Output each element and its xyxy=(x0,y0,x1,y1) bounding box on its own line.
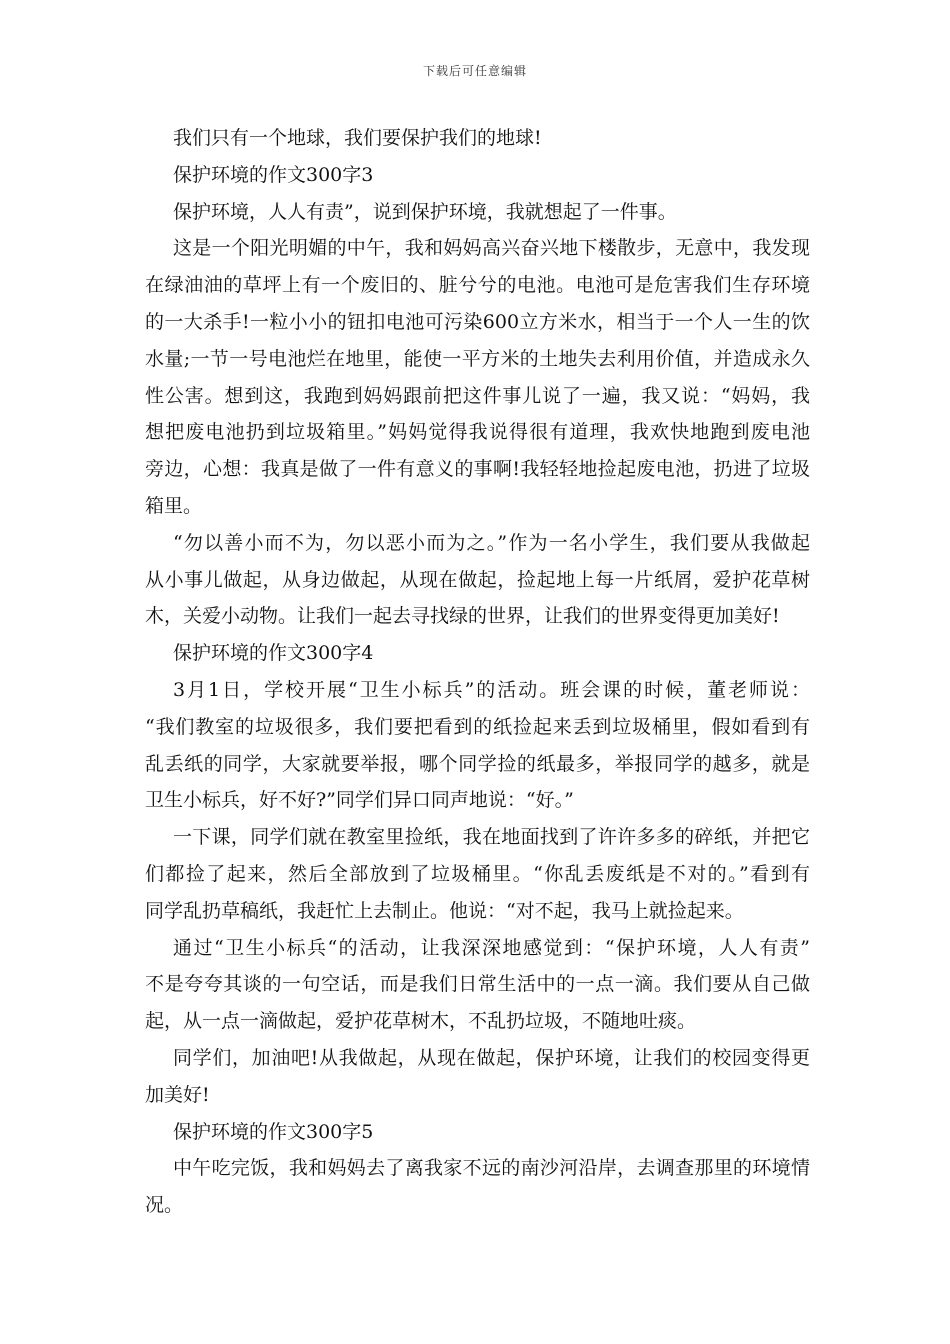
paragraph-line: 木，关爱小动物。让我们一起去寻找绿的世界，让我们的世界变得更加美好! xyxy=(145,605,780,628)
paragraph-line: “勿以善小而不为，勿以恶小而为之。”作为一名小学生，我们要从我做起 xyxy=(173,531,810,554)
paragraph-line: 乱丢纸的同学，大家就要举报，哪个同学捡的纸最多，举报同学的越多，就是 xyxy=(145,752,810,775)
paragraph-line: 卫生小标兵，好不好?”同学们异口同声地说：“好。” xyxy=(145,789,574,812)
paragraph-line: 保护环境，人人有责”，说到保护环境，我就想起了一件事。 xyxy=(173,200,677,223)
section-heading: 保护环境的作文300字3 xyxy=(173,163,374,186)
paragraph-line: 况。 xyxy=(145,1194,184,1217)
paragraph-line: 加美好! xyxy=(145,1083,210,1106)
paragraph-line: 从小事儿做起，从身边做起，从现在做起，捡起地上每一片纸屑，爱护花草树 xyxy=(145,568,810,591)
paragraph-line: 箱里。 xyxy=(145,494,203,517)
document-body xyxy=(145,120,810,1224)
paragraph-line: 同学乱扔草稿纸，我赶忙上去制止。他说：“对不起，我马上就捡起来。 xyxy=(145,899,744,922)
paragraph-line: 在绿油油的草坪上有一个废旧的、脏兮兮的电池。电池可是危害我们生存环境 xyxy=(145,274,810,297)
paragraph-line: 同学们，加油吧!从我做起，从现在做起，保护环境，让我们的校园变得更 xyxy=(173,1046,810,1069)
paragraph-line: 水量;一节一号电池烂在地里，能使一平方米的土地失去利用价值，并造成永久 xyxy=(145,347,810,370)
paragraph-line: 这是一个阳光明媚的中午，我和妈妈高兴奋兴地下楼散步，无意中，我发现 xyxy=(173,237,810,260)
paragraph-line: 通过“卫生小标兵“的活动，让我深深地感觉到：“保护环境，人人有责” xyxy=(173,936,810,959)
paragraph-line: 起，从一点一滴做起，爱护花草树木，不乱扔垃圾，不随地吐痰。 xyxy=(145,1010,697,1033)
paragraph-line: “我们教室的垃圾很多，我们要把看到的纸捡起来丢到垃圾桶里，假如看到有 xyxy=(145,715,810,738)
paragraph-line: 中午吃完饭，我和妈妈去了离我家不远的南沙河沿岸，去调查那里的环境情 xyxy=(173,1157,810,1180)
paragraph-line: 不是夸夸其谈的一句空话，而是我们日常生活中的一点一滴。我们要从自己做 xyxy=(145,973,810,996)
page-header: 下载后可任意编辑 xyxy=(422,64,527,78)
paragraph-line: 我们只有一个地球，我们要保护我们的地球! xyxy=(173,127,542,149)
paragraph-line: 一下课，同学们就在教室里捡纸，我在地面找到了许许多多的碎纸，并把它 xyxy=(173,826,810,849)
paragraph-line: 的一大杀手!一粒小小的钮扣电池可污染600立方米水，相当于一个人一生的饮 xyxy=(145,310,810,333)
paragraph-line: 们都捡了起来，然后全部放到了垃圾桶里。“你乱丢废纸是不对的。”看到有 xyxy=(145,862,810,885)
paragraph-line: 想把废电池扔到垃圾箱里。”妈妈觉得我说得很有道理，我欢快地跑到废电池 xyxy=(145,421,810,444)
section-heading: 保护环境的作文300字4 xyxy=(173,642,374,665)
paragraph-line: 3月1日，学校开展“卫生小标兵”的活动。班会课的时候，董老师说： xyxy=(173,678,810,701)
paragraph-line: 旁边，心想：我真是做了一件有意义的事啊!我轻轻地捡起废电池，扔进了垃圾 xyxy=(145,458,810,481)
paragraph-line: 性公害。想到这，我跑到妈妈跟前把这件事儿说了一遍，我又说：“妈妈，我 xyxy=(145,384,810,407)
section-heading: 保护环境的作文300字5 xyxy=(173,1120,374,1143)
